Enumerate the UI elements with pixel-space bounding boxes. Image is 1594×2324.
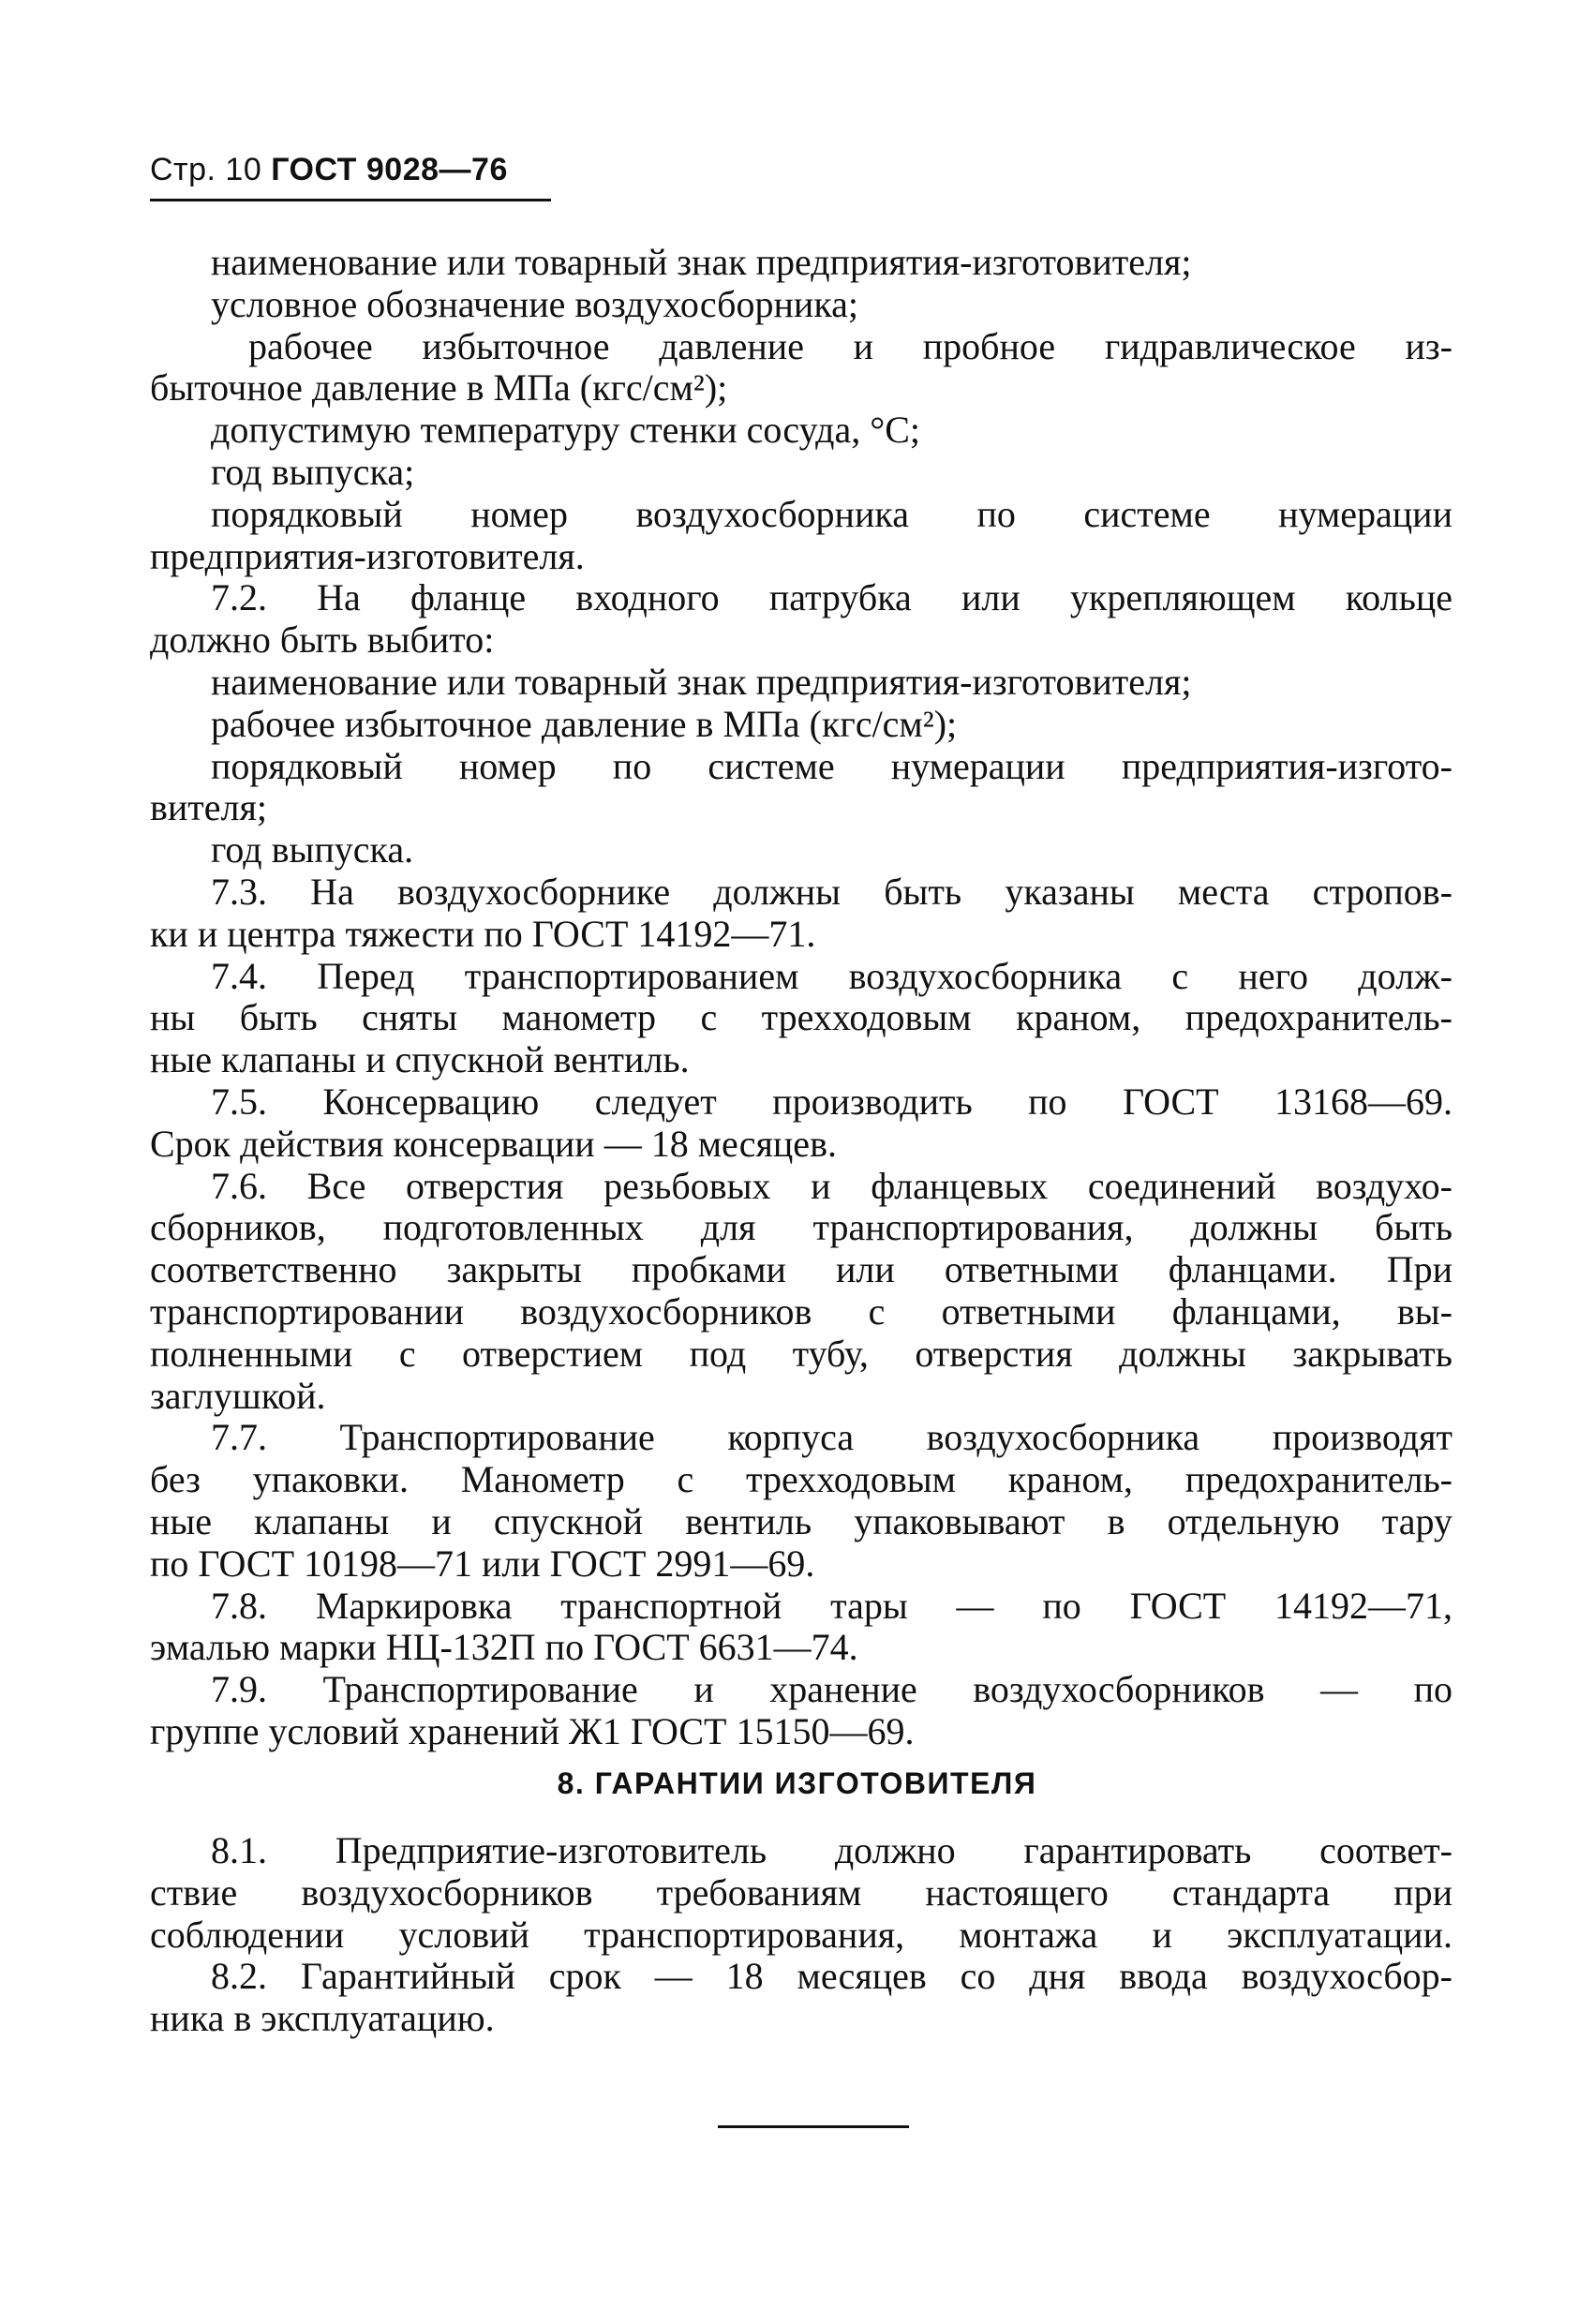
text-line: 7.6. Все отверстия резьбовых и фланцевых соединений воздухо- <box>211 1164 1452 1207</box>
text-line: ные клапаны и спускной вентиль. <box>150 1038 690 1081</box>
text-line: порядковый номер по системе нумерации предприятия-изгото- <box>211 744 1452 787</box>
text-line: ны быть сняты манометр с трехходовым краном, предохранитель- <box>150 996 1452 1039</box>
text-line: ствие воздухосборников требованиям настоящего стандарта при <box>150 1870 1452 1914</box>
end-rule <box>718 2125 909 2128</box>
text-line: соблюдении условий транспортирования, монтажа и эксплуатации. <box>150 1913 1452 1956</box>
text-line: заглушкой. <box>150 1374 326 1417</box>
text-line: транспортировании воздухосборников с ответными фланцами, вы- <box>150 1289 1452 1333</box>
text-line: порядковый номер воздухосборника по системе нумерации <box>211 492 1452 535</box>
text-line: допустимую температуру стенки сосуда, °С; <box>211 409 921 452</box>
text-line: без упаковки. Манометр с трехходовым краном, предохранитель- <box>150 1458 1452 1501</box>
text-line: 7.9. Транспортирование и хранение воздухосборников — по <box>211 1668 1452 1711</box>
text-line: 7.7. Транспортирование корпуса воздухосборника производят <box>211 1416 1452 1459</box>
text-line: предприятия-изготовителя. <box>150 534 585 577</box>
text-line: 7.4. Перед транспортированием воздухосборника с него долж- <box>211 954 1452 997</box>
text-line: 7.3. На воздухосборнике должны быть указаны места стропов- <box>211 870 1452 913</box>
text-line: 7.5. Консервацию следует производить по ГОСТ 13168—69. <box>211 1080 1452 1123</box>
text-line: группе условий хранений Ж1 ГОСТ 15150—69. <box>150 1709 915 1752</box>
section-8-text <box>150 1830 1452 2040</box>
text-line: рабочее избыточное давление в МПа (кгс/см²); <box>211 702 958 745</box>
text-line: ника в эксплуатацию. <box>150 1997 495 2040</box>
text-line: вителя; <box>150 786 267 829</box>
text-line: сборников, подготовленных для транспортирования, должны быть <box>150 1206 1452 1249</box>
text-line: 7.8. Маркировка транспортной тары — по ГОСТ 14192—71, <box>211 1584 1452 1627</box>
text-line: быточное давление в МПа (кгс/см²); <box>150 366 728 410</box>
text-line: рабочее избыточное давление и пробное гидравлическое из- <box>248 324 1452 367</box>
text-line: по ГОСТ 10198—71 или ГОСТ 2991—69. <box>150 1542 815 1585</box>
section-8-heading: 8. ГАРАНТИИ ИЗГОТОВИТЕЛЯ <box>557 1766 1037 1800</box>
page-number: Стр. 10 <box>150 152 262 187</box>
text-line: условное обозначение воздухосборника; <box>211 282 859 325</box>
text-line: наименование или товарный знак предприятия-изготовителя; <box>211 660 1192 703</box>
text-line: должно быть выбито: <box>150 618 495 662</box>
text-line: 8.2. Гарантийный срок — 18 месяцев со дня ввода воздухосбор- <box>211 1955 1452 1998</box>
section-7-text <box>150 242 1452 1753</box>
header-rule <box>150 199 551 201</box>
text-line: год выпуска. <box>211 828 414 872</box>
text-line: соответственно закрыты пробками или ответными фланцами. При <box>150 1248 1452 1291</box>
text-line: ки и центра тяжести по ГОСТ 14192—71. <box>150 912 816 955</box>
text-line: эмалью марки НЦ-132П по ГОСТ 6631—74. <box>150 1626 858 1669</box>
text-line: Срок действия консервации — 18 месяцев. <box>150 1122 837 1165</box>
text-line: 7.2. На фланце входного патрубка или укрепляющем кольце <box>211 576 1452 619</box>
text-line: полненными с отверстием под тубу, отверстия должны закрывать <box>150 1332 1452 1375</box>
running-head <box>150 152 508 188</box>
text-line: 8.1. Предприятие-изготовитель должно гарантировать соответ- <box>211 1829 1452 1871</box>
text-line: наименование или товарный знак предприятия-изготовителя; <box>211 241 1192 283</box>
text-line: ные клапаны и спускной вентиль упаковывают в отдельную тару <box>150 1499 1452 1542</box>
text-line: год выпуска; <box>211 450 415 493</box>
standard-code: ГОСТ 9028—76 <box>271 152 508 187</box>
